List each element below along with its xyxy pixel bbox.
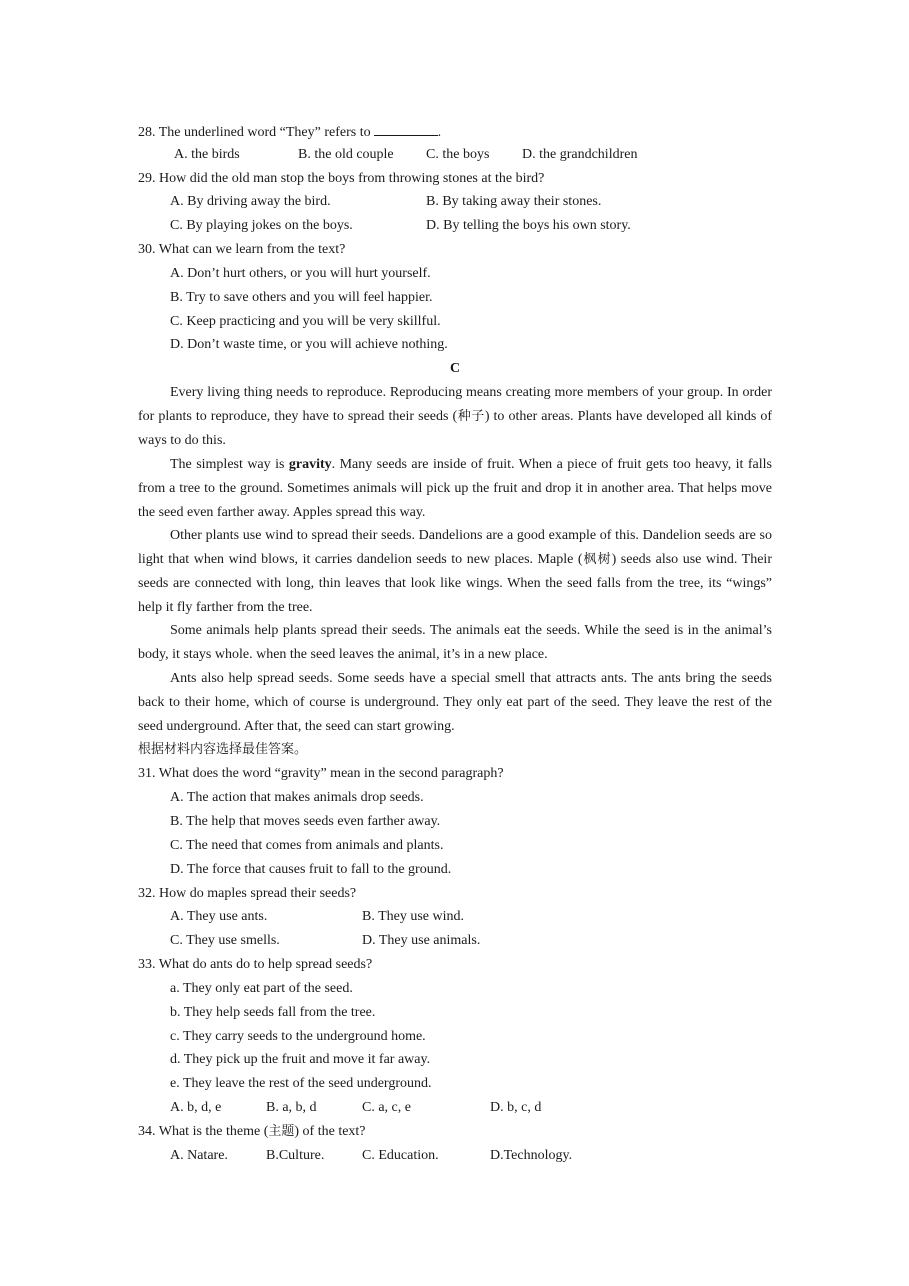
q30-option-b: B. Try to save others and you will feel happier. — [170, 290, 433, 305]
q31-option-b: B. The help that moves seeds even farther away. — [170, 814, 441, 829]
passage-paragraph-3 — [138, 524, 772, 620]
q31-option-d: D. The force that causes fruit to fall to the ground. — [170, 862, 452, 877]
q30-option-a: A. Don’t hurt others, or you will hurt yourself. — [170, 266, 431, 281]
p3-text-b: ) seeds also use wind. Their seeds are connected with long, thin leaves that look like wings. When the seed falls from the tree, its “wings” help it fly farther from the tree. — [138, 551, 772, 615]
p2-text-a: The simplest way is — [170, 457, 289, 472]
q33-statement-b: b. They help seeds fall from the tree. — [170, 1005, 376, 1020]
question-28-text: 28. The underlined word “They” refers to — [138, 125, 371, 140]
question-28-stem — [138, 122, 441, 140]
q34-gloss: 主题 — [268, 1124, 295, 1139]
question-33-stem: 33. What do ants do to help spread seeds? — [138, 957, 373, 972]
q28-option-d: D. the grandchildren — [522, 147, 638, 162]
question-34-stem — [138, 1123, 366, 1141]
answer-blank — [374, 122, 438, 136]
q33-option-b: B. a, b, d — [266, 1100, 317, 1115]
q33-statement-d: d. They pick up the fruit and move it far away. — [170, 1052, 431, 1067]
q33-option-a: A. b, d, e — [170, 1100, 222, 1115]
question-31-stem: 31. What does the word “gravity” mean in the second paragraph? — [138, 766, 504, 781]
question-32-stem: 32. How do maples spread their seeds? — [138, 886, 357, 901]
q32-option-c: C. They use smells. — [170, 933, 280, 948]
p1-gloss: 种子 — [457, 408, 485, 424]
p1-text-a: Every living thing needs to reproduce. Reproducing means creating more members of your group. In order for plants to reproduce, they have to spread their seeds ( — [138, 385, 772, 424]
q33-option-d: D. b, c, d — [490, 1100, 542, 1115]
q34-option-d: D.Technology. — [490, 1148, 573, 1163]
q34-text-a: 34. What is the theme ( — [138, 1124, 269, 1139]
q31-option-a: A. The action that makes animals drop seeds. — [170, 790, 424, 805]
q33-option-c: C. a, c, e — [362, 1100, 411, 1115]
q32-option-d: D. They use animals. — [362, 933, 481, 948]
passage-paragraph-5: Ants also help spread seeds. Some seeds have a special smell that attracts ants. The ants bring the seeds back to their home, which of course is underground. They only eat part of the seed. They leave the rest of the seed underground. After that, the seed can start growing. — [138, 671, 772, 734]
question-29-stem: 29. How did the old man stop the boys from throwing stones at the bird? — [138, 171, 545, 186]
p2-text-b: . Many seeds are inside of fruit. When a piece of fruit gets too heavy, it falls from a tree to the ground. Sometimes animals will pick up the fruit and drop it in another area. That helps move the seed even farther away. Apples spread this way. — [138, 457, 772, 520]
q33-statement-c: c. They carry seeds to the underground home. — [170, 1029, 426, 1044]
q33-statement-e: e. They leave the rest of the seed underground. — [170, 1076, 432, 1091]
passage-paragraph-4: Some animals help plants spread their seeds. The animals eat the seeds. While the seed is in the animal’s body, it stays whole. when the seed leaves the animal, it’s in a new place. — [138, 623, 772, 662]
q32-option-a: A. They use ants. — [170, 909, 268, 924]
q29-option-c: C. By playing jokes on the boys. — [170, 218, 353, 233]
p3-text-a: Other plants use wind to spread their seeds. Dandelions are a good example of this. Dandelion seeds are so light that when wind blows, it carries dandelion seeds to new places. Maple ( — [138, 528, 772, 567]
instruction: 根据材料内容选择最佳答案。 — [138, 742, 308, 757]
p2-keyword: gravity — [288, 457, 332, 472]
q34-text-b: ) of the text? — [294, 1124, 366, 1139]
question-28-period: . — [437, 125, 442, 140]
q32-option-b: B. They use wind. — [362, 909, 465, 924]
q31-option-c: C. The need that comes from animals and plants. — [170, 838, 444, 853]
passage-heading: C — [449, 361, 461, 376]
q33-statement-a: a. They only eat part of the seed. — [170, 981, 353, 996]
p1-text-b: ) to other areas. Plants have developed all kinds of ways to do this. — [138, 408, 772, 448]
q29-option-a: A. By driving away the bird. — [170, 194, 331, 209]
question-30-stem: 30. What can we learn from the text? — [138, 242, 346, 257]
q34-option-b: B.Culture. — [266, 1148, 325, 1163]
passage-paragraph-2 — [138, 453, 772, 525]
q28-option-a: A. the birds — [174, 147, 240, 162]
passage-paragraph-1 — [138, 381, 772, 453]
q30-option-c: C. Keep practicing and you will be very skillful. — [170, 314, 441, 329]
q34-option-c: C. Education. — [362, 1148, 439, 1163]
p3-gloss: 枫树 — [582, 551, 612, 567]
q29-option-d: D. By telling the boys his own story. — [426, 218, 631, 233]
q29-option-b: B. By taking away their stones. — [426, 194, 602, 209]
q34-option-a: A. Natare. — [170, 1148, 228, 1163]
q28-option-c: C. the boys — [426, 147, 490, 162]
q30-option-d: D. Don’t waste time, or you will achieve nothing. — [170, 337, 448, 352]
q28-option-b: B. the old couple — [298, 147, 394, 162]
